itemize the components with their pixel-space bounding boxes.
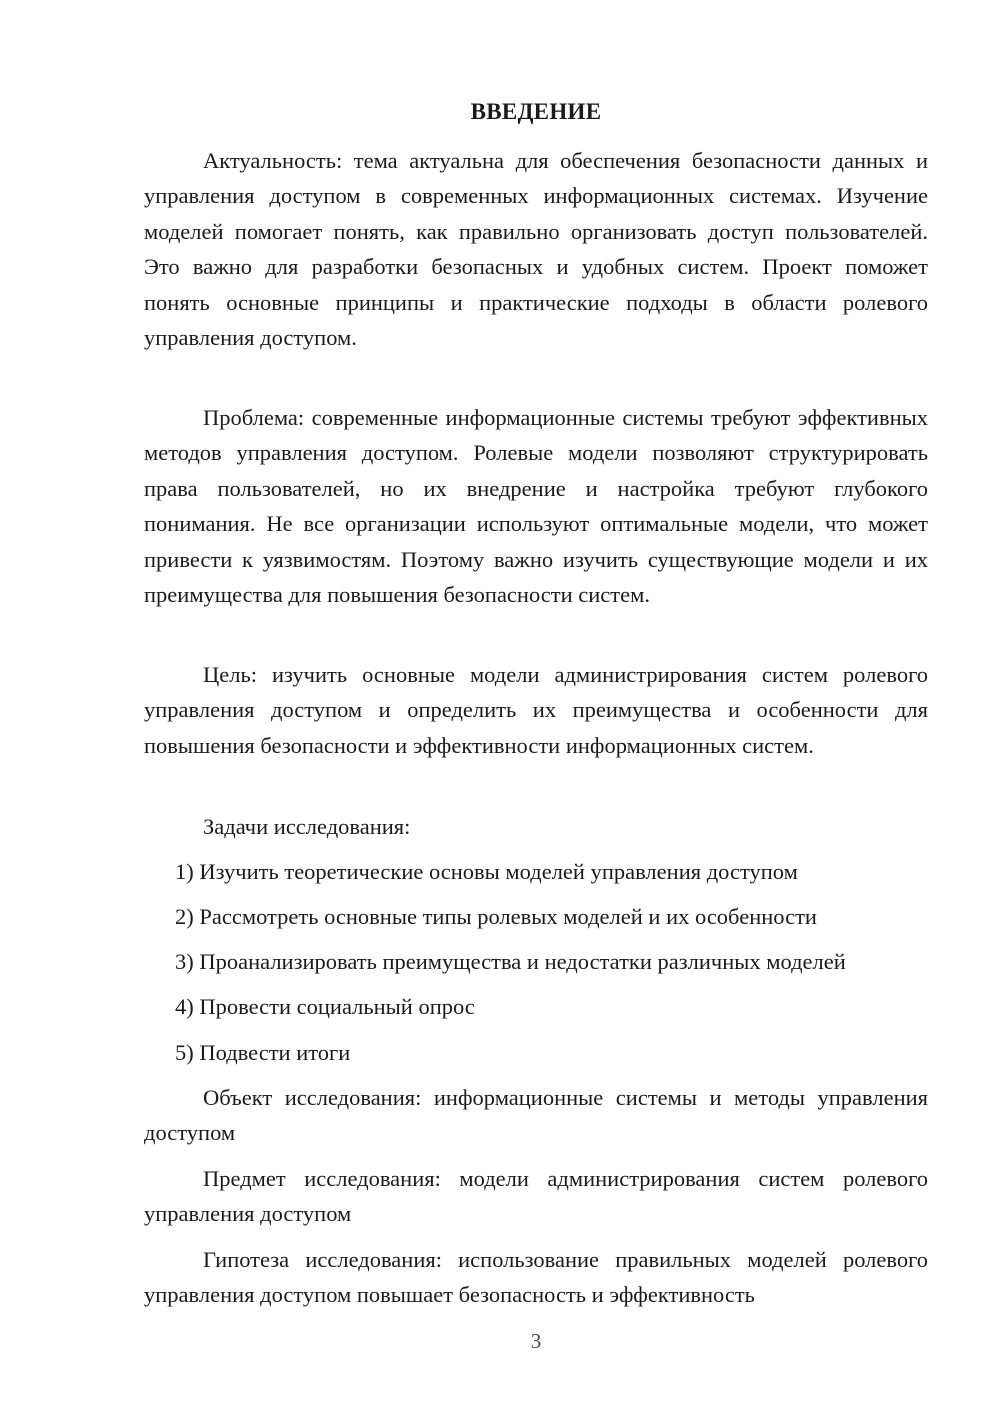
task-item: 5) Подвести итоги (175, 1040, 351, 1065)
task-item: 4) Провести социальный опрос (175, 994, 475, 1019)
task-item: 3) Проанализировать преимущества и недостатки различных моделей (175, 949, 846, 974)
task-item: 2) Рассмотреть основные типы ролевых моделей и их особенности (175, 904, 817, 929)
paragraph-hypothesis: Гипотеза исследования: использование правильных моделей ролевого управления доступом повышает безопасность и эффективность (144, 1247, 928, 1308)
paragraph-problem: Проблема: современные информационные системы требуют эффективных методов управления доступом. Ролевые модели позволяют структурировать права пользователей, но их внедрение и настройка требуют глубокого понимания. Не все организации используют оптимальные модели, что может привести к уязвимостям. Поэтому важно изучить существующие модели и их преимущества для повышения безопасности систем. (144, 405, 928, 608)
paragraph-subject: Предмет исследования: модели администрирования систем ролевого управления доступом (144, 1166, 928, 1227)
paragraph-goal: Цель: изучить основные модели администрирования систем ролевого управления доступом и определить их преимущества и особенности для повышения безопасности и эффективности информационных систем. (144, 662, 928, 758)
page-title: ВВЕДЕНИЕ (470, 99, 602, 124)
paragraph-object: Объект исследования: информационные системы и методы управления доступом (144, 1085, 928, 1146)
paragraph-relevance: Актуальность: тема актуальна для обеспечения безопасности данных и управления доступом в современных информационных системах. Изучение моделей помогает понять, как правильно организовать доступ пользователей. Это важно для разработки безопасных и удобных систем. Проект поможет понять основные принципы и практические подходы в области ролевого управления доступом. (144, 148, 928, 351)
tasks-title: Задачи исследования: (203, 814, 411, 839)
task-item: 1) Изучить теоретические основы моделей управления доступом (175, 859, 798, 884)
page-number: 3 (530, 1329, 542, 1353)
